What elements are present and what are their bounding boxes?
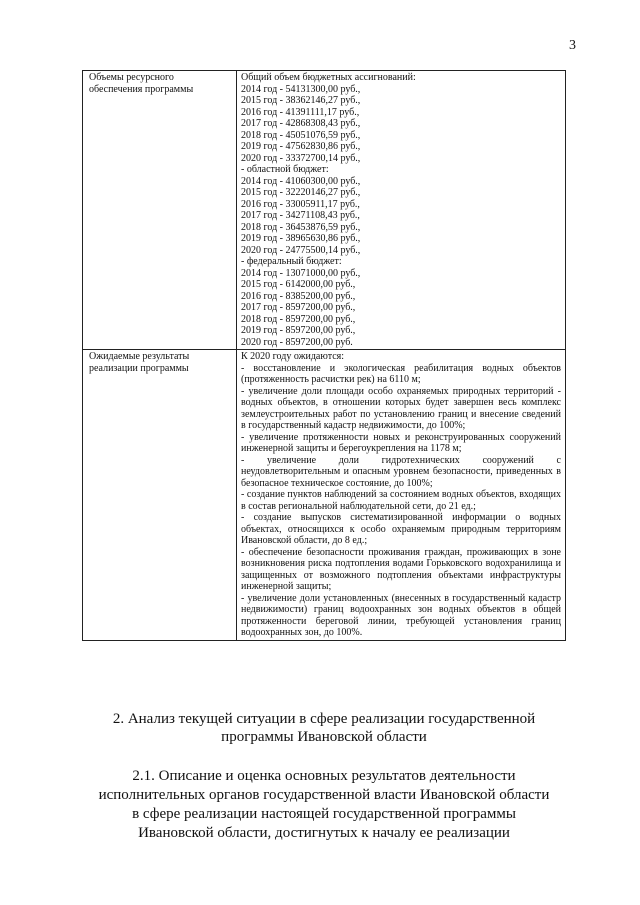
- results-label-cell: [83, 350, 237, 641]
- program-passport-table: [82, 70, 566, 641]
- budget-line: 2016 год - 33005911,17 руб.,: [241, 198, 360, 210]
- table-row-results: [83, 350, 566, 641]
- budget-line: 2018 год - 36453876,59 руб.,: [241, 221, 361, 233]
- budget-line: - федеральный бюджет:: [241, 256, 342, 267]
- budget-line: 2016 год - 41391111,17 руб.,: [241, 106, 360, 118]
- budget-line: 2018 год - 45051076,59 руб.,: [241, 129, 361, 141]
- result-item: - увеличение доли площади особо охраняемых природных территорий - водных объектов, в отношении которых будет завершен весь комплекс землеустроительных работ по установлению границ и внесение сведений в государственный кадастр недвижимости, до 100%;: [241, 385, 561, 431]
- subsection-heading-line: Ивановской области, достигнутых к началу ее реализации: [138, 825, 510, 841]
- result-item: - восстановление и экологическая реабилитация водных объектов (протяженность расчистки рек) на 6110 м;: [241, 362, 561, 385]
- result-item: - увеличение доли установленных (внесенных в государственный кадастр недвижимости) границ водоохранных зон водных объектов в общей протяженности береговой линии, требующей установления границ водоохранных зон, до 100%.: [241, 592, 561, 638]
- result-item: - создание пунктов наблюдений за состоянием водных объектов, входящих в состав региональной наблюдательной сети, до 21 ед.;: [241, 489, 561, 512]
- budget-line: 2017 год - 34271108,43 руб.,: [241, 210, 360, 221]
- budget-line: 2019 год - 8597200,00 руб.,: [241, 325, 356, 336]
- resources-label-line: обеспечения программы: [89, 83, 194, 95]
- subsection-heading-line: исполнительных органов государственной власти Ивановской области: [98, 787, 550, 803]
- subsection-heading-line: в сфере реализации настоящей государственной программы: [132, 806, 516, 822]
- results-intro: К 2020 году ожидаются:: [241, 351, 345, 362]
- section-heading-line: программы Ивановской области: [221, 729, 427, 745]
- section-heading-line: 2. Анализ текущей ситуации в сфере реализации государственной: [112, 711, 536, 727]
- results-label-line: Ожидаемые результаты: [89, 351, 190, 362]
- budget-line: 2015 год - 38362146,27 руб.,: [241, 95, 361, 106]
- subsection-heading-line: 2.1. Описание и оценка основных результатов деятельности: [132, 768, 516, 784]
- budget-line: 2017 год - 8597200,00 руб.,: [241, 302, 356, 313]
- budget-line: 2018 год - 8597200,00 руб.,: [241, 313, 356, 325]
- budget-line: - областной бюджет:: [241, 164, 329, 175]
- budget-line: 2015 год - 32220146,27 руб.,: [241, 187, 361, 198]
- budget-line: 2017 год - 42868308,43 руб.,: [241, 118, 361, 129]
- budget-line: 2019 год - 47562830,86 руб.,: [241, 141, 361, 152]
- budget-line: 2015 год - 6142000,00 руб.,: [241, 279, 356, 290]
- result-item: - создание выпусков систематизированной информации о водных объектах, относящихся к особо охраняемым природным территориям Ивановской области, до 8 ед.;: [241, 512, 561, 546]
- budget-line: 2014 год - 13071000,00 руб.,: [241, 267, 361, 279]
- section-heading: [82, 710, 566, 746]
- resources-label-line: Объемы ресурсного: [89, 72, 174, 83]
- budget-line: 2014 год - 41060300,00 руб.,: [241, 175, 361, 187]
- budget-line: 2020 год - 8597200,00 руб.: [241, 336, 353, 348]
- subsection-heading: [82, 767, 566, 843]
- budget-line: Общий объем бюджетных ассигнований:: [241, 72, 416, 83]
- budget-line: 2020 год - 33372700,14 руб.,: [241, 152, 361, 164]
- page-number: 3: [569, 38, 576, 53]
- resources-label-cell: [83, 71, 237, 350]
- budget-line: 2016 год - 8385200,00 руб.,: [241, 290, 356, 302]
- result-item: - обеспечение безопасности проживания граждан, проживающих в зоне возникновения риска подтопления водами Горьковского водохранилища и защищенных от возможного подтопления объектами инфраструктуры инженерной защиты;: [241, 546, 561, 592]
- results-value-cell: [237, 350, 566, 641]
- results-label-line: реализации программы: [89, 362, 189, 374]
- result-item: - увеличение доли гидротехнических сооружений с неудовлетворительным и опасным уровнем безопасности, приведенных в безопасное техническое состояние, до 100%;: [241, 454, 561, 489]
- result-item: - увеличение протяженности новых и реконструированных сооружений инженерной защиты и берегоукрепления на 1178 м;: [241, 431, 561, 454]
- budget-line: 2014 год - 54131300,00 руб.,: [241, 83, 361, 95]
- budget-line: 2020 год - 24775500,14 руб.,: [241, 244, 361, 256]
- budget-line: 2019 год - 38965630,86 руб.,: [241, 233, 361, 244]
- resources-value-cell: [237, 71, 566, 350]
- table-row-resources: [83, 71, 566, 350]
